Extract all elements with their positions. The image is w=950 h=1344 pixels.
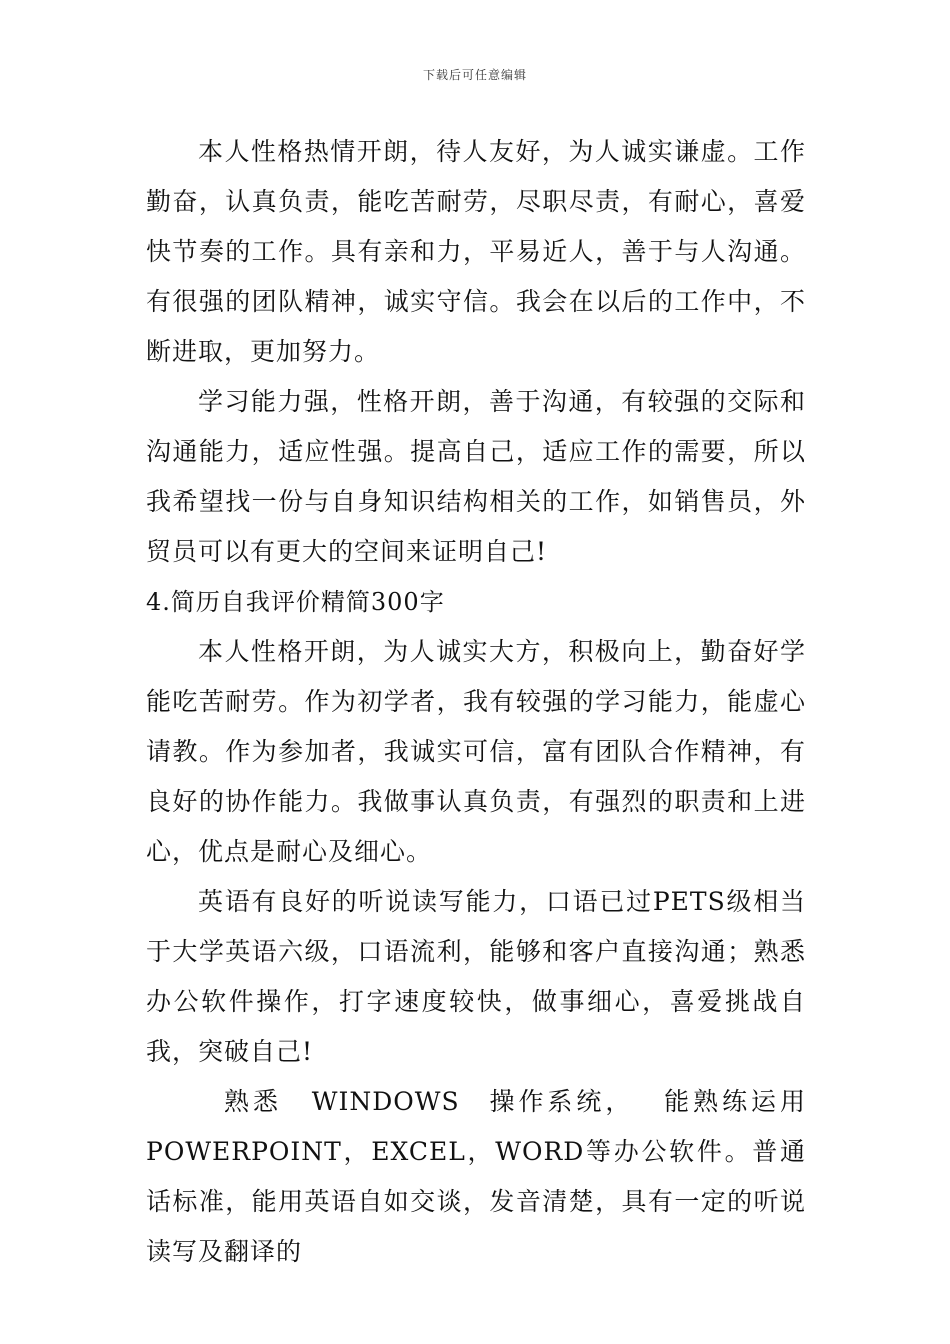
section-heading: 4.简历自我评价精简300字 [146,588,445,616]
document-body [146,127,806,1277]
paragraph-4: 英语有良好的听说读写能力，口语已过PETS级相当于大学英语六级，口语流利，能够和客户直接沟通；熟悉办公软件操作，打字速度较快，做事细心，喜爱挑战自我，突破自己! [146,887,806,1066]
paragraph-1: 本人性格热情开朗，待人友好，为人诚实谦虚。工作勤奋，认真负责，能吃苦耐劳，尽职尽责，有耐心，喜爱快节奏的工作。具有亲和力，平易近人，善于与人沟通。有很强的团队精神，诚实守信。我会在以后的工作中，不断进取，更加努力。 [146,137,806,366]
paragraph-3: 本人性格开朗，为人诚实大方，积极向上，勤奋好学能吃苦耐劳。作为初学者，我有较强的学习能力，能虚心请教。作为参加者，我诚实可信，富有团队合作精神，有良好的协作能力。我做事认真负责，有强烈的职责和上进心，优点是耐心及细心。 [146,637,806,866]
page-header-note: 下载后可任意编辑 [422,68,527,82]
paragraph-2: 学习能力强，性格开朗，善于沟通，有较强的交际和沟通能力，适应性强。提高自己，适应工作的需要，所以我希望找一份与自身知识结构相关的工作，如销售员，外贸员可以有更大的空间来证明自己! [146,387,806,566]
paragraph-5: 熟悉 WINDOWS 操作系统， 能熟练运用POWERPOINT，EXCEL，WORD等办公软件。普通话标准，能用英语自如交谈，发音清楚，具有一定的听说读写及翻译的 [146,1087,806,1266]
